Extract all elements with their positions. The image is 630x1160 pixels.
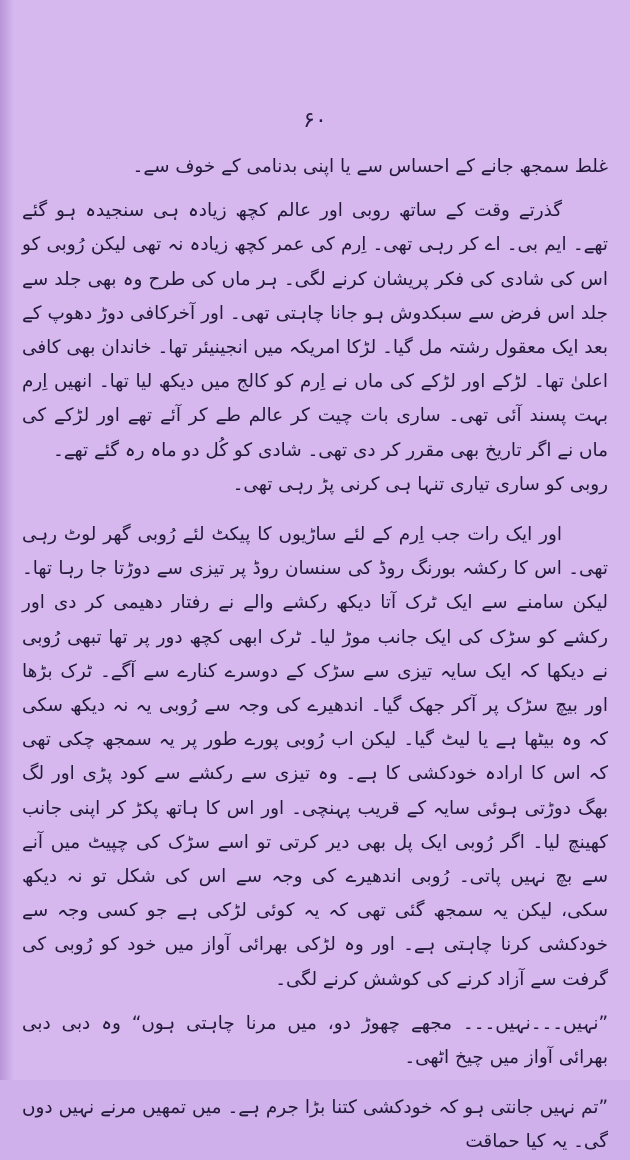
paragraph: گذرتے وقت کے ساتھ روبی اور عالم کچھ زیادہ ہی سنجیدہ ہو گئے تھے۔ ایم بی۔ اے کر رہی تھی۔ اِرم کی عمر کچھ زیادہ نہ تھی لیکن رُوبی کو اس کی شادی کی فکر پریشان کرنے لگی۔ ہر ماں کی طرح وہ بھی جلد سے جلد اس فرض سے سبکدوش ہو جانا چاہتی تھی۔ اور آخرکافی دوڑ دھوپ کے بعد ایک معقول رشتہ مل گیا۔ لڑکا امریکہ میں انجینیئر تھا۔ خاندان بھی کافی اعلیٰ تھا۔ لڑکے اور لڑکے کی ماں نے اِرم کو کالج میں دیکھ لیا تھا۔ انھیں اِرم بہت پسند آئی تھی۔ ساری بات چیت کر عالم طے کر آئے تھے اور لڑکے کی ماں نے اگر تاریخ بھی مقرر کر دی تھی۔ شادی کو کُل دو ماہ رہ گئے تھے۔	[22, 200, 608, 461]
paragraph: اور ایک رات جب اِرم کے لئے ساڑیوں کا پیکٹ لئے رُوبی گھر لوٹ رہی تھی۔ اس کا رکشہ بورنگ روڈ کی سنسان روڈ پر تیزی سے دوڑتا جا رہا تھا۔ لیکن سامنے سے ایک ٹرک آتا دیکھ رکشے والے نے رفتار دھیمی کر دی اور رکشے کو سڑک کی ایک جانب موڑ لیا۔ ٹرک ابھی کچھ دور پر تھا تبھی رُوبی نے دیکھا کہ ایک سایہ تیزی سے سڑک کے دوسرے کنارے سے آگے۔ ٹرک بڑھا اور بیچ سڑک پر آکر جھک گیا۔ اندھیرے کی وجہ سے رُوبی یہ نہ دیکھ سکی کہ وہ بیٹھا ہے یا لیٹ گیا۔ لیکن اب رُوبی پورے طور پر یہ سمجھ چکی تھی کہ اس کا ارادہ خودکشی کا ہے۔ وہ تیزی سے رکشے سے کود پڑی اور لگ بھگ دوڑتی ہوئی سایہ کے قریب پہنچی۔ اور اس کا ہاتھ پکڑ کر اپنی جانب کھینچ لیا۔ اگر رُوبی ایک پل بھی دیر کرتی تو اسے سڑک کی چپیٹ میں آنے سے بچ نہیں پاتی۔ رُوبی اندھیرے کی وجہ سے اس کی شکل تو نہ دیکھ سکی، لیکن یہ سمجھ گئی تھی کہ یہ کوئی لڑکی ہے جو کسی وجہ سے خودکشی کرنا چاہتی ہے۔ اور وہ لڑکی بھرائی آواز میں خود کو رُوبی کی گرفت سے آزاد کرنے کی کوشش کرنے لگی۔	[22, 524, 608, 990]
page-edge-shadow	[0, 0, 14, 1080]
paragraph-gap	[22, 1075, 608, 1091]
paragraph-gap	[22, 502, 608, 518]
paragraph: روبی کو ساری تیاری تنہا ہی کرنی پڑ رہی تھی۔	[232, 473, 608, 495]
paragraph-gap	[22, 997, 608, 1007]
page-number: ۶۰	[303, 108, 327, 133]
paragraph: ”تم نہیں جانتی ہو کہ خودکشی کتنا بڑا جرم ہے۔ میں تمھیں مرنے نہیں دوں گی۔ یہ کیا حماقت	[22, 1097, 608, 1153]
paragraph-gap	[22, 184, 608, 194]
paragraph: ”نہیں۔۔۔نہیں۔۔۔ مجھے چھوڑ دو، میں مرنا چاہتی ہوں“ وہ دبی دبی بھرائی آواز میں چیخ اٹھی۔	[22, 1012, 608, 1069]
paragraph: غلط سمجھ جانے کے احساس سے یا اپنی بدنامی کے خوف سے۔	[132, 156, 608, 177]
page-text	[22, 150, 608, 1160]
